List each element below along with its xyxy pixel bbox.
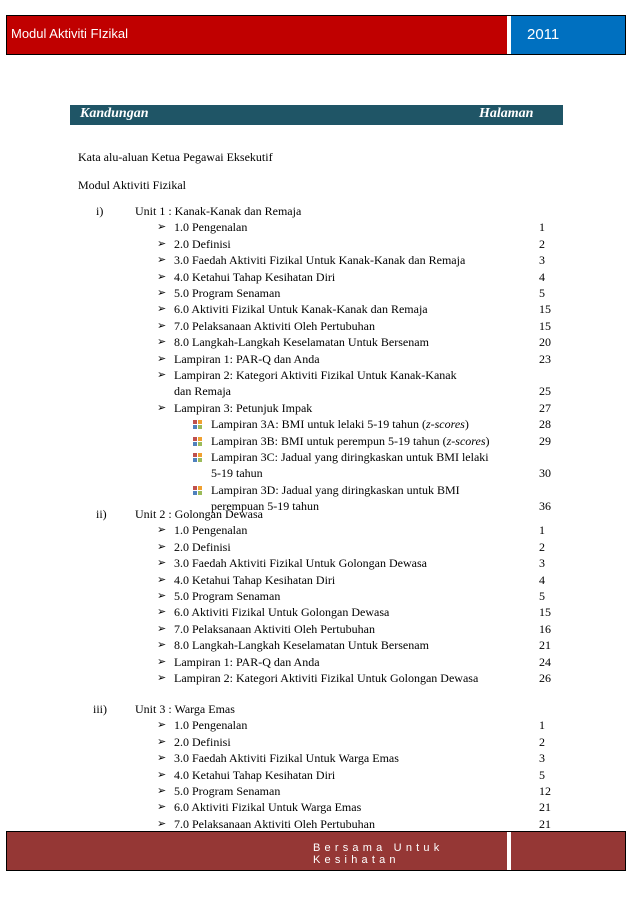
- toc-subitem-cont: 5-19 tahun: [211, 466, 263, 481]
- page-number: 1: [539, 220, 545, 235]
- arrow-bullet-icon: ➢: [157, 768, 167, 781]
- arrow-bullet-icon: ➢: [157, 221, 167, 234]
- toc-item-cont: dan Remaja: [174, 384, 231, 399]
- page-number: 12: [539, 784, 551, 798]
- arrow-bullet-icon: ➢: [157, 352, 167, 365]
- arrow-bullet-icon: ➢: [157, 606, 167, 619]
- header-year: 2011: [527, 26, 560, 43]
- toc-item: 3.0 Faedah Aktiviti Fizikal Untuk Warga Emas: [174, 751, 399, 766]
- page-number: 1: [539, 718, 545, 733]
- subitem-text: Lampiran 3A: BMI untuk lelaki 5-19 tahun (: [211, 417, 426, 432]
- arrow-bullet-icon: ➢: [157, 369, 167, 381]
- page-number: 4: [539, 269, 545, 284]
- arrow-bullet-icon: ➢: [157, 672, 167, 684]
- arrow-bullet-icon: ➢: [157, 287, 167, 299]
- toc-item: 7.0 Pelaksanaan Aktiviti Oleh Pertubuhan: [174, 816, 375, 831]
- arrow-bullet-icon: ➢: [157, 785, 167, 797]
- page-number: 2: [539, 236, 545, 251]
- square-bullet-icon: [193, 486, 202, 495]
- arrow-bullet-icon: ➢: [157, 622, 167, 635]
- toc-item: 2.0 Definisi: [174, 734, 231, 749]
- toc-item: 2.0 Definisi: [174, 539, 231, 554]
- arrow-bullet-icon: ➢: [157, 303, 167, 316]
- toc-item: 1.0 Pengenalan: [174, 220, 248, 235]
- subitem-text-end: ): [464, 417, 469, 432]
- toc-item: 6.0 Aktiviti Fizikal Untuk Kanak-Kanak dan Remaja: [174, 302, 428, 317]
- page-number: 3: [539, 556, 545, 571]
- toc-header-bar: [70, 105, 563, 125]
- toc-subitem: [211, 482, 460, 498]
- page-number: 30: [539, 466, 551, 481]
- toc-subitem: [211, 449, 489, 465]
- toc-item: 4.0 Ketahui Tahap Kesihatan Diri: [174, 572, 336, 587]
- arrow-bullet-icon: ➢: [157, 540, 167, 553]
- page-number: 5: [539, 589, 545, 603]
- toc-item: 3.0 Faedah Aktiviti Fizikal Untuk Golongan Dewasa: [174, 556, 427, 571]
- toc-header-page: Halaman: [479, 106, 534, 121]
- toc-item: 5.0 Program Senaman: [174, 286, 281, 300]
- page-number: 3: [539, 751, 545, 766]
- toc-item: Lampiran 2: Kategori Aktiviti Fizikal Untuk Golongan Dewasa: [174, 671, 479, 685]
- toc-item: 6.0 Aktiviti Fizikal Untuk Golongan Dewasa: [174, 605, 390, 620]
- header-title: Modul Aktiviti FIzikal: [11, 26, 129, 41]
- arrow-bullet-icon: ➢: [157, 573, 167, 586]
- footer-right-block: [511, 832, 625, 870]
- toc-item: 5.0 Program Senaman: [174, 589, 281, 603]
- arrow-bullet-icon: ➢: [157, 524, 167, 537]
- unit-numeral: i): [96, 204, 104, 218]
- page-number: 25: [539, 384, 551, 399]
- page-number: 21: [539, 638, 551, 653]
- square-bullet-icon: [193, 437, 202, 446]
- toc-item: 1.0 Pengenalan: [174, 523, 248, 538]
- arrow-bullet-icon: ➢: [157, 752, 167, 765]
- page-number: 15: [539, 302, 551, 317]
- unit-title: Unit 3 : Warga Emas: [135, 702, 235, 716]
- toc-intro-line: Kata alu-aluan Ketua Pegawai Eksekutif: [78, 150, 273, 164]
- page-number: 21: [539, 800, 551, 815]
- page-number: 36: [539, 499, 551, 514]
- arrow-bullet-icon: ➢: [157, 336, 167, 349]
- page-number: 1: [539, 523, 545, 538]
- toc-item: 5.0 Program Senaman: [174, 784, 281, 798]
- page-number: 20: [539, 335, 551, 350]
- unit-numeral: iii): [93, 702, 107, 716]
- arrow-bullet-icon: ➢: [157, 401, 167, 414]
- arrow-bullet-icon: ➢: [157, 254, 167, 267]
- toc-subitem: [211, 416, 469, 432]
- toc-item: Lampiran 3: Petunjuk Impak: [174, 400, 313, 415]
- page-number: 15: [539, 318, 551, 333]
- toc-item: 1.0 Pengenalan: [174, 718, 248, 733]
- square-bullet-icon: [193, 453, 202, 462]
- toc-item: Lampiran 2: Kategori Aktiviti Fizikal Untuk Kanak-Kanak: [174, 368, 457, 382]
- subitem-text-end: ): [485, 433, 490, 448]
- page-number: 2: [539, 539, 545, 554]
- page-number: 29: [539, 433, 551, 448]
- arrow-bullet-icon: ➢: [157, 639, 167, 652]
- subitem-text: Lampiran 3C: Jadual yang diringkaskan untuk BMI lelaki: [211, 450, 489, 464]
- toc-item: 7.0 Pelaksanaan Aktiviti Oleh Pertubuhan: [174, 318, 375, 333]
- page-header: [6, 15, 626, 55]
- page-number: 5: [539, 286, 545, 300]
- arrow-bullet-icon: ➢: [157, 655, 167, 668]
- header-title-block: [7, 16, 507, 54]
- toc-item: 4.0 Ketahui Tahap Kesihatan Diri: [174, 269, 336, 284]
- toc-item: 3.0 Faedah Aktiviti Fizikal Untuk Kanak-Kanak dan Remaja: [174, 253, 466, 268]
- page-number: 4: [539, 572, 545, 587]
- header-year-block: [511, 16, 625, 54]
- page-number: 15: [539, 605, 551, 620]
- page-number: 5: [539, 767, 545, 782]
- subitem-italic: z-scores: [446, 433, 486, 448]
- page-number: 16: [539, 621, 551, 636]
- subitem-italic: z-scores: [425, 417, 465, 432]
- page-footer: [6, 831, 626, 871]
- arrow-bullet-icon: ➢: [157, 270, 167, 283]
- arrow-bullet-icon: ➢: [157, 817, 167, 830]
- unit-title: Unit 1 : Kanak-Kanak dan Remaja: [135, 204, 302, 218]
- arrow-bullet-icon: ➢: [157, 557, 167, 570]
- toc-intro-line: Modul Aktiviti Fizikal: [78, 178, 187, 192]
- arrow-bullet-icon: ➢: [157, 319, 167, 332]
- arrow-bullet-icon: ➢: [157, 237, 167, 250]
- toc-item: 2.0 Definisi: [174, 236, 231, 251]
- footer-left-block: [7, 832, 507, 870]
- arrow-bullet-icon: ➢: [157, 735, 167, 748]
- unit-numeral: ii): [96, 507, 107, 521]
- page-number: 21: [539, 816, 551, 831]
- toc-item: 7.0 Pelaksanaan Aktiviti Oleh Pertubuhan: [174, 621, 375, 636]
- page-number: 23: [539, 351, 551, 366]
- toc-subitem-cont: perempuan 5-19 tahun: [211, 499, 319, 514]
- page-number: 28: [539, 417, 551, 432]
- toc-header-contents: Kandungan: [80, 106, 149, 121]
- toc-item: Lampiran 1: PAR-Q dan Anda: [174, 351, 320, 366]
- unit-title: Unit 2 : Golongan Dewasa: [135, 507, 263, 521]
- toc-item: 8.0 Langkah-Langkah Keselamatan Untuk Bersenam: [174, 638, 429, 653]
- arrow-bullet-icon: ➢: [157, 590, 167, 602]
- subitem-text: Lampiran 3D: Jadual yang diringkaskan untuk BMI: [211, 482, 460, 497]
- square-bullet-icon: [193, 420, 202, 429]
- page-number: 3: [539, 253, 545, 268]
- page-number: 27: [539, 400, 551, 415]
- toc-item: 6.0 Aktiviti Fizikal Untuk Warga Emas: [174, 800, 362, 815]
- page-number: 26: [539, 671, 551, 685]
- toc-subitem: [211, 433, 490, 449]
- subitem-text: Lampiran 3B: BMI untuk perempun 5-19 tahun (: [211, 433, 447, 448]
- toc-item: 8.0 Langkah-Langkah Keselamatan Untuk Bersenam: [174, 335, 429, 350]
- arrow-bullet-icon: ➢: [157, 719, 167, 732]
- toc-item: Lampiran 1: PAR-Q dan Anda: [174, 654, 320, 669]
- arrow-bullet-icon: ➢: [157, 801, 167, 814]
- footer-text: Bersama Untuk Kesihatan: [313, 842, 444, 866]
- page-number: 2: [539, 734, 545, 749]
- toc-item: 4.0 Ketahui Tahap Kesihatan Diri: [174, 767, 336, 782]
- page-number: 24: [539, 654, 551, 669]
